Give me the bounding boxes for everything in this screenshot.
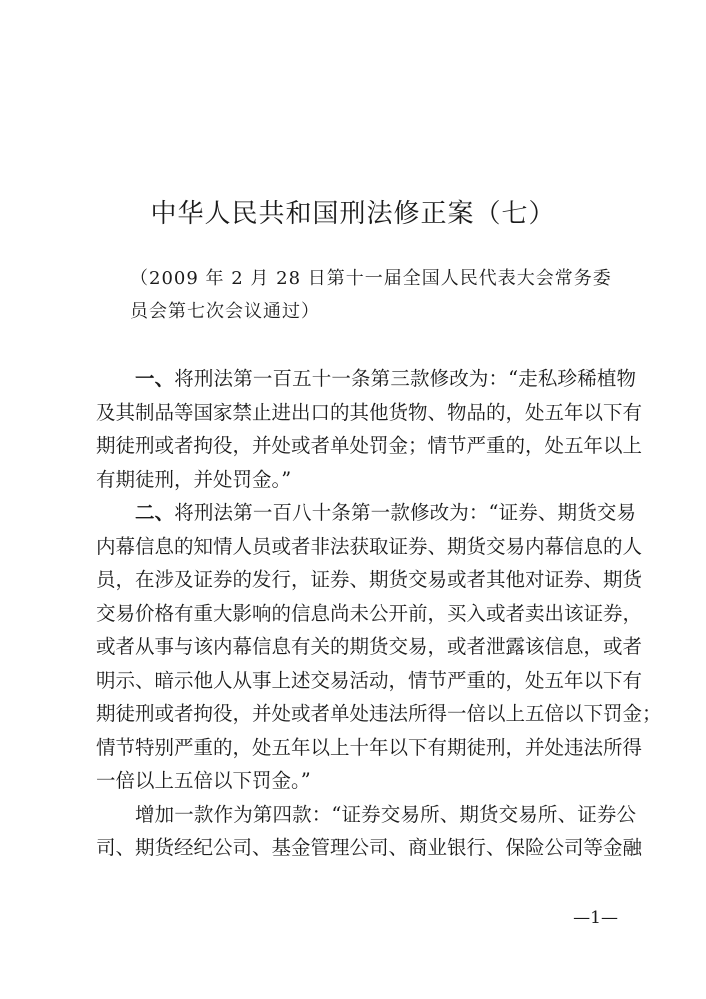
- paragraph-1-line-1: [96, 362, 636, 396]
- document-subtitle: [130, 262, 630, 328]
- paragraph-3-line-2: 司、期货经纪公司、基金管理公司、商业银行、保险公司等金融: [96, 836, 643, 859]
- paragraph-2-line-4: 交易价格有重大影响的信息尚未公开前，买入或者卖出该证券，: [96, 601, 643, 625]
- paragraph-1-line-1-text: 将刑法第一百五十一条第三款修改为：“走私珍稀植物: [174, 367, 636, 390]
- paragraph-1-line-3: 期徒刑或者拘役，并处或者单处罚金；情节严重的，处五年以上: [96, 434, 643, 457]
- document-body: [96, 362, 662, 865]
- paragraph-2-line-2: 内幕信息的知情人员或者非法获取证券、期货交易内幕信息的人: [96, 534, 643, 558]
- paragraph-2-line-5: 或者从事与该内幕信息有关的期货交易，或者泄露该信息，或者: [96, 635, 643, 658]
- paragraph-2-line-1: [96, 496, 636, 530]
- paragraph-2-heading: 二、: [135, 501, 175, 524]
- page-number: —1—: [573, 908, 618, 928]
- paragraph-3-line-1: 增加一款作为第四款：“证券交易所、期货交易所、证券公: [135, 802, 636, 826]
- paragraph-1-line-2: 及其制品等国家禁止进出口的其他货物、物品的，处五年以下有: [96, 400, 643, 424]
- paragraph-2-line-3: 员，在涉及证券的发行，证券、期货交易或者其他对证券、期货: [96, 568, 643, 591]
- paragraph-2-line-9: 一倍以上五倍以下罚金。”: [96, 769, 311, 792]
- paragraph-2-line-8: 情节特别严重的，处五年以上十年以下有期徒刑，并处违法所得: [96, 735, 643, 759]
- paragraph-1-heading: 一、: [135, 367, 175, 390]
- document-title: 中华人民共和国刑法修正案（七）: [150, 199, 556, 229]
- paragraph-2-line-1-text: 将刑法第一百八十条第一款修改为：“证券、期货交易: [174, 501, 636, 524]
- subtitle-line-1: （2009 年 2 月 28 日第十一届全国人民代表大会常务委: [130, 268, 612, 289]
- paragraph-2-line-7: 期徒刑或者拘役，并处或者单处违法所得一倍以上五倍以下罚金；: [96, 702, 662, 725]
- paragraph-1-line-4: 有期徒刑，并处罚金。”: [96, 467, 292, 491]
- paragraph-2-line-6: 明示、暗示他人从事上述交易活动，情节严重的，处五年以下有: [96, 668, 643, 692]
- subtitle-line-2: 员会第七次会议通过）: [130, 301, 320, 322]
